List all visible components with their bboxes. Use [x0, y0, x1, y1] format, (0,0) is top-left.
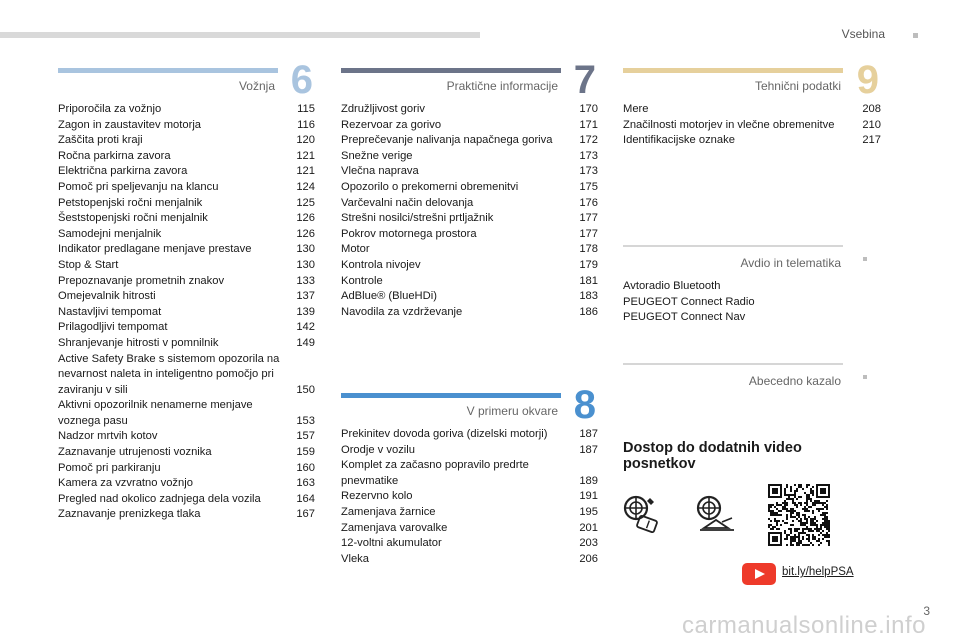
- toc-item[interactable]: [58, 492, 315, 508]
- toc-item-page: 210: [862, 118, 881, 131]
- toc-item-page: 139: [296, 305, 315, 318]
- toc-item-page: 177: [579, 212, 598, 225]
- toc-item-title: Samodejni menjalnik: [58, 227, 162, 240]
- toc-item-title: Kontrola nivojev: [341, 258, 421, 271]
- toc-item-page: 187: [579, 428, 598, 440]
- toc-item-title: Prepoznavanje prometnih znakov: [58, 274, 225, 287]
- section-number: 8: [573, 383, 596, 427]
- toc-item[interactable]: [341, 149, 598, 165]
- toc-item-page: 121: [296, 149, 315, 162]
- toc-item[interactable]: [58, 429, 315, 445]
- toc-item[interactable]: [623, 102, 881, 118]
- toc-item-title: 12-voltni akumulator: [341, 537, 442, 550]
- toc-item-title: Shranjevanje hitrosti v pomnilnik: [58, 336, 219, 349]
- page-number: 3: [923, 604, 930, 618]
- toc-item-title: Nadzor mrtvih kotov: [58, 430, 158, 443]
- section-bar: [341, 393, 561, 398]
- toc-item-page: 116: [297, 118, 315, 131]
- toc-item-page: 153: [296, 414, 315, 427]
- toc-item-page: 208: [862, 103, 881, 115]
- section-number: 9: [856, 58, 879, 102]
- page-header-title: Vsebina: [841, 27, 885, 41]
- toc-item[interactable]: [58, 118, 315, 134]
- toc-item[interactable]: [58, 242, 315, 258]
- toc-item[interactable]: [341, 489, 598, 505]
- toc-item-page: 206: [579, 552, 598, 565]
- toc-item-title: Združljivost goriv: [341, 103, 425, 115]
- toc-list: [623, 102, 881, 149]
- toc-item-title: Zaznavanje utrujenosti voznika: [58, 446, 212, 459]
- section-title: Praktične informacije: [446, 79, 558, 93]
- toc-item-title: AdBlue® (BlueHDi): [341, 290, 437, 303]
- toc-item-title: Zaznavanje prenizkega tlaka: [58, 508, 201, 521]
- toc-item-title: Orodje v vozilu: [341, 443, 415, 456]
- toc-item-title: Značilnosti motorjev in vlečne obremenitve: [623, 118, 835, 131]
- toc-item[interactable]: [341, 521, 598, 537]
- toc-item-page: 120: [296, 134, 315, 147]
- toc-item[interactable]: [341, 427, 598, 443]
- toc-item[interactable]: [341, 180, 598, 196]
- toc-item[interactable]: [58, 507, 315, 523]
- toc-item-title: PEUGEOT Connect Nav: [623, 311, 746, 324]
- toc-item-page: 173: [579, 165, 598, 178]
- toc-item-title: Priporočila za vožnjo: [58, 103, 162, 115]
- toc-item-title: Indikator predlagane menjave prestave: [58, 243, 252, 256]
- toc-item[interactable]: [341, 164, 598, 180]
- toc-item-page: 203: [579, 537, 598, 550]
- toc-item-title: Strešni nosilci/strešni prtljažnik: [341, 212, 494, 225]
- toc-item-page: 179: [579, 258, 598, 271]
- toc-item[interactable]: [58, 320, 315, 336]
- toc-item-title: Active Safety Brake s sistemom opozorila na nevarnost naleta in inteligentno pomočjo pri zaviranju v sili: [58, 352, 280, 396]
- toc-item-title: Prilagodljivi tempomat: [58, 321, 168, 334]
- toc-item[interactable]: [341, 242, 598, 258]
- help-link[interactable]: bit.ly/helpPSA: [782, 566, 854, 578]
- toc-item-page: 173: [579, 149, 598, 162]
- youtube-play-icon[interactable]: [742, 563, 776, 585]
- toc-item-page: 149: [296, 336, 315, 349]
- toc-item-page: 181: [579, 274, 598, 287]
- toc-item-page: 178: [579, 243, 598, 256]
- toc-item-page: 124: [296, 180, 315, 193]
- toc-item-page: 130: [296, 258, 315, 271]
- toc-item[interactable]: [58, 289, 315, 305]
- toc-item-title: Zamenjava varovalke: [341, 521, 448, 534]
- section-number: 7: [573, 58, 596, 102]
- toc-item-title: Stop & Start: [58, 258, 119, 271]
- toc-item-page: 191: [579, 490, 598, 503]
- toc-item-title: Vlečna naprava: [341, 165, 419, 178]
- toc-item[interactable]: [341, 458, 598, 489]
- toc-item-page: 217: [862, 134, 881, 147]
- toc-item-title: Snežne verige: [341, 149, 413, 162]
- toc-item-title: Pokrov motornega prostora: [341, 227, 477, 240]
- section-bar: [341, 68, 561, 73]
- toc-item[interactable]: [58, 196, 315, 212]
- header-dot: [913, 33, 918, 38]
- toc-item-page: 160: [296, 461, 315, 474]
- toc-item-page: 115: [297, 103, 315, 115]
- toc-item-page: 159: [296, 446, 315, 459]
- toc-item[interactable]: [341, 305, 598, 321]
- toc-item-title: Rezervoar za gorivo: [341, 118, 442, 131]
- toc-item[interactable]: [341, 536, 598, 552]
- section-dot: [863, 257, 867, 261]
- toc-item-title: Zamenjava žarnice: [341, 505, 436, 518]
- toc-item-title: Aktivni opozorilnik nenamerne menjave voznega pasu: [58, 399, 253, 427]
- toc-item-title: Varčevalni način delovanja: [341, 196, 474, 209]
- toc-item-title: Zagon in zaustavitev motorja: [58, 118, 202, 131]
- toc-item-page: 137: [296, 290, 315, 303]
- toc-item[interactable]: [58, 336, 315, 352]
- toc-item-page: 171: [579, 118, 598, 131]
- toc-list: [341, 427, 598, 567]
- toc-item-page: 172: [579, 134, 598, 147]
- toc-item-title: Navodila za vzdrževanje: [341, 305, 463, 318]
- toc-item-page: 176: [579, 196, 598, 209]
- toc-item-page: 170: [579, 103, 598, 115]
- toc-item-page: 142: [296, 321, 315, 334]
- toc-item[interactable]: [341, 443, 598, 459]
- toc-item[interactable]: [341, 196, 598, 212]
- toc-item[interactable]: [58, 211, 315, 227]
- toc-item-page: 133: [296, 274, 315, 287]
- toc-item[interactable]: [58, 180, 315, 196]
- toc-item-title: Mere: [623, 103, 649, 115]
- toc-item-title: Pomoč pri speljevanju na klancu: [58, 180, 219, 193]
- top-progress-bar: [0, 32, 480, 38]
- toc-item-page: 163: [296, 477, 315, 490]
- toc-item[interactable]: [58, 164, 315, 180]
- section-title: Tehnični podatki: [754, 79, 841, 93]
- toc-item[interactable]: [58, 476, 315, 492]
- toc-item-title: Električna parkirna zavora: [58, 165, 188, 178]
- toc-item[interactable]: [341, 211, 598, 227]
- spare-wheel-jack-icon[interactable]: [696, 494, 740, 534]
- toc-item[interactable]: [341, 505, 598, 521]
- toc-item[interactable]: [58, 133, 315, 149]
- toc-item-title: Vleka: [341, 552, 369, 565]
- toc-item-page: 125: [296, 196, 315, 209]
- toc-item-page: 201: [579, 521, 598, 534]
- section-title: Vožnja: [238, 79, 275, 93]
- toc-item[interactable]: [623, 295, 881, 311]
- toc-item-page: 189: [579, 474, 598, 487]
- toc-item-title: Komplet za začasno popravilo predrte pnevmatike: [341, 459, 529, 487]
- toc-item[interactable]: [58, 258, 315, 274]
- toc-item-title: Pomoč pri parkiranju: [58, 461, 161, 474]
- toc-item-title: Kontrole: [341, 274, 383, 287]
- toc-item[interactable]: [623, 279, 881, 295]
- toc-item[interactable]: [341, 552, 598, 568]
- watermark: carmanualsonline.info: [682, 612, 926, 639]
- toc-item[interactable]: [341, 102, 598, 118]
- toc-item-page: 150: [296, 383, 315, 396]
- toc-item[interactable]: [341, 133, 598, 149]
- section-title: Abecedno kazalo: [748, 374, 841, 388]
- toc-item[interactable]: [58, 352, 315, 399]
- toc-item-page: 121: [296, 165, 315, 178]
- qr-code-icon[interactable]: [768, 484, 830, 546]
- section-dot: [863, 375, 867, 379]
- toc-item[interactable]: [341, 227, 598, 243]
- toc-item-page: 187: [579, 443, 598, 456]
- toc-item-title: Preprečevanje nalivanja napačnega goriva: [341, 134, 553, 147]
- toc-item-title: Identifikacijske oznake: [623, 134, 735, 147]
- toc-item[interactable]: [58, 445, 315, 461]
- section-number: 6: [290, 58, 313, 102]
- toc-item[interactable]: [623, 133, 881, 149]
- video-section-title: Dostop do dodatnih video posnetkov: [623, 440, 802, 472]
- toc-item-page: 130: [296, 243, 315, 256]
- toc-item-title: Petstopenjski ročni menjalnik: [58, 196, 203, 209]
- toc-item-page: 167: [296, 508, 315, 521]
- toc-item-title: Prekinitev dovoda goriva (dizelski motorji): [341, 428, 548, 440]
- toc-item-title: Kamera za vzvratno vožnjo: [58, 477, 193, 490]
- tyre-repair-kit-icon[interactable]: [622, 494, 666, 534]
- toc-item-page: 157: [296, 430, 315, 443]
- toc-item[interactable]: [341, 289, 598, 305]
- toc-item-title: Omejevalnik hitrosti: [58, 290, 156, 303]
- toc-item[interactable]: [58, 227, 315, 243]
- toc-item-page: 175: [579, 180, 598, 193]
- toc-item-title: Rezervno kolo: [341, 490, 413, 503]
- toc-item[interactable]: [341, 118, 598, 134]
- toc-item-title: Ročna parkirna zavora: [58, 149, 171, 162]
- toc-item[interactable]: [341, 258, 598, 274]
- toc-item[interactable]: [58, 274, 315, 290]
- toc-item-title: Zaščita proti kraji: [58, 134, 143, 147]
- toc-item-title: Šeststopenjski ročni menjalnik: [58, 212, 208, 225]
- section-title: V primeru okvare: [466, 404, 558, 418]
- toc-item[interactable]: [58, 461, 315, 477]
- section-bar: [623, 245, 843, 247]
- toc-item[interactable]: [58, 305, 315, 321]
- toc-list: [341, 102, 598, 320]
- toc-item[interactable]: [623, 310, 881, 326]
- toc-item-page: 126: [296, 212, 315, 225]
- section-bar: [623, 68, 843, 73]
- toc-item-title: Motor: [341, 243, 370, 256]
- toc-item-page: 126: [296, 227, 315, 240]
- toc-item-title: Avtoradio Bluetooth: [623, 280, 721, 292]
- toc-item-title: Nastavljivi tempomat: [58, 305, 162, 318]
- toc-list: [58, 102, 315, 523]
- toc-item-page: 186: [579, 305, 598, 318]
- section-title: Avdio in telematika: [740, 256, 841, 270]
- toc-item[interactable]: [58, 398, 315, 429]
- toc-item[interactable]: [58, 102, 315, 118]
- toc-item-page: 183: [579, 290, 598, 303]
- toc-item[interactable]: [58, 149, 315, 165]
- toc-item-page: 177: [579, 227, 598, 240]
- toc-item-page: 195: [579, 505, 598, 518]
- toc-item[interactable]: [341, 274, 598, 290]
- toc-list: [623, 279, 881, 326]
- toc-item-title: Pregled nad okolico zadnjega dela vozila: [58, 492, 261, 505]
- toc-item-page: 164: [296, 492, 315, 505]
- toc-item-title: PEUGEOT Connect Radio: [623, 295, 755, 308]
- section-bar: [623, 363, 843, 365]
- toc-item-title: Opozorilo o prekomerni obremenitvi: [341, 180, 519, 193]
- section-bar: [58, 68, 278, 73]
- toc-item[interactable]: [623, 118, 881, 134]
